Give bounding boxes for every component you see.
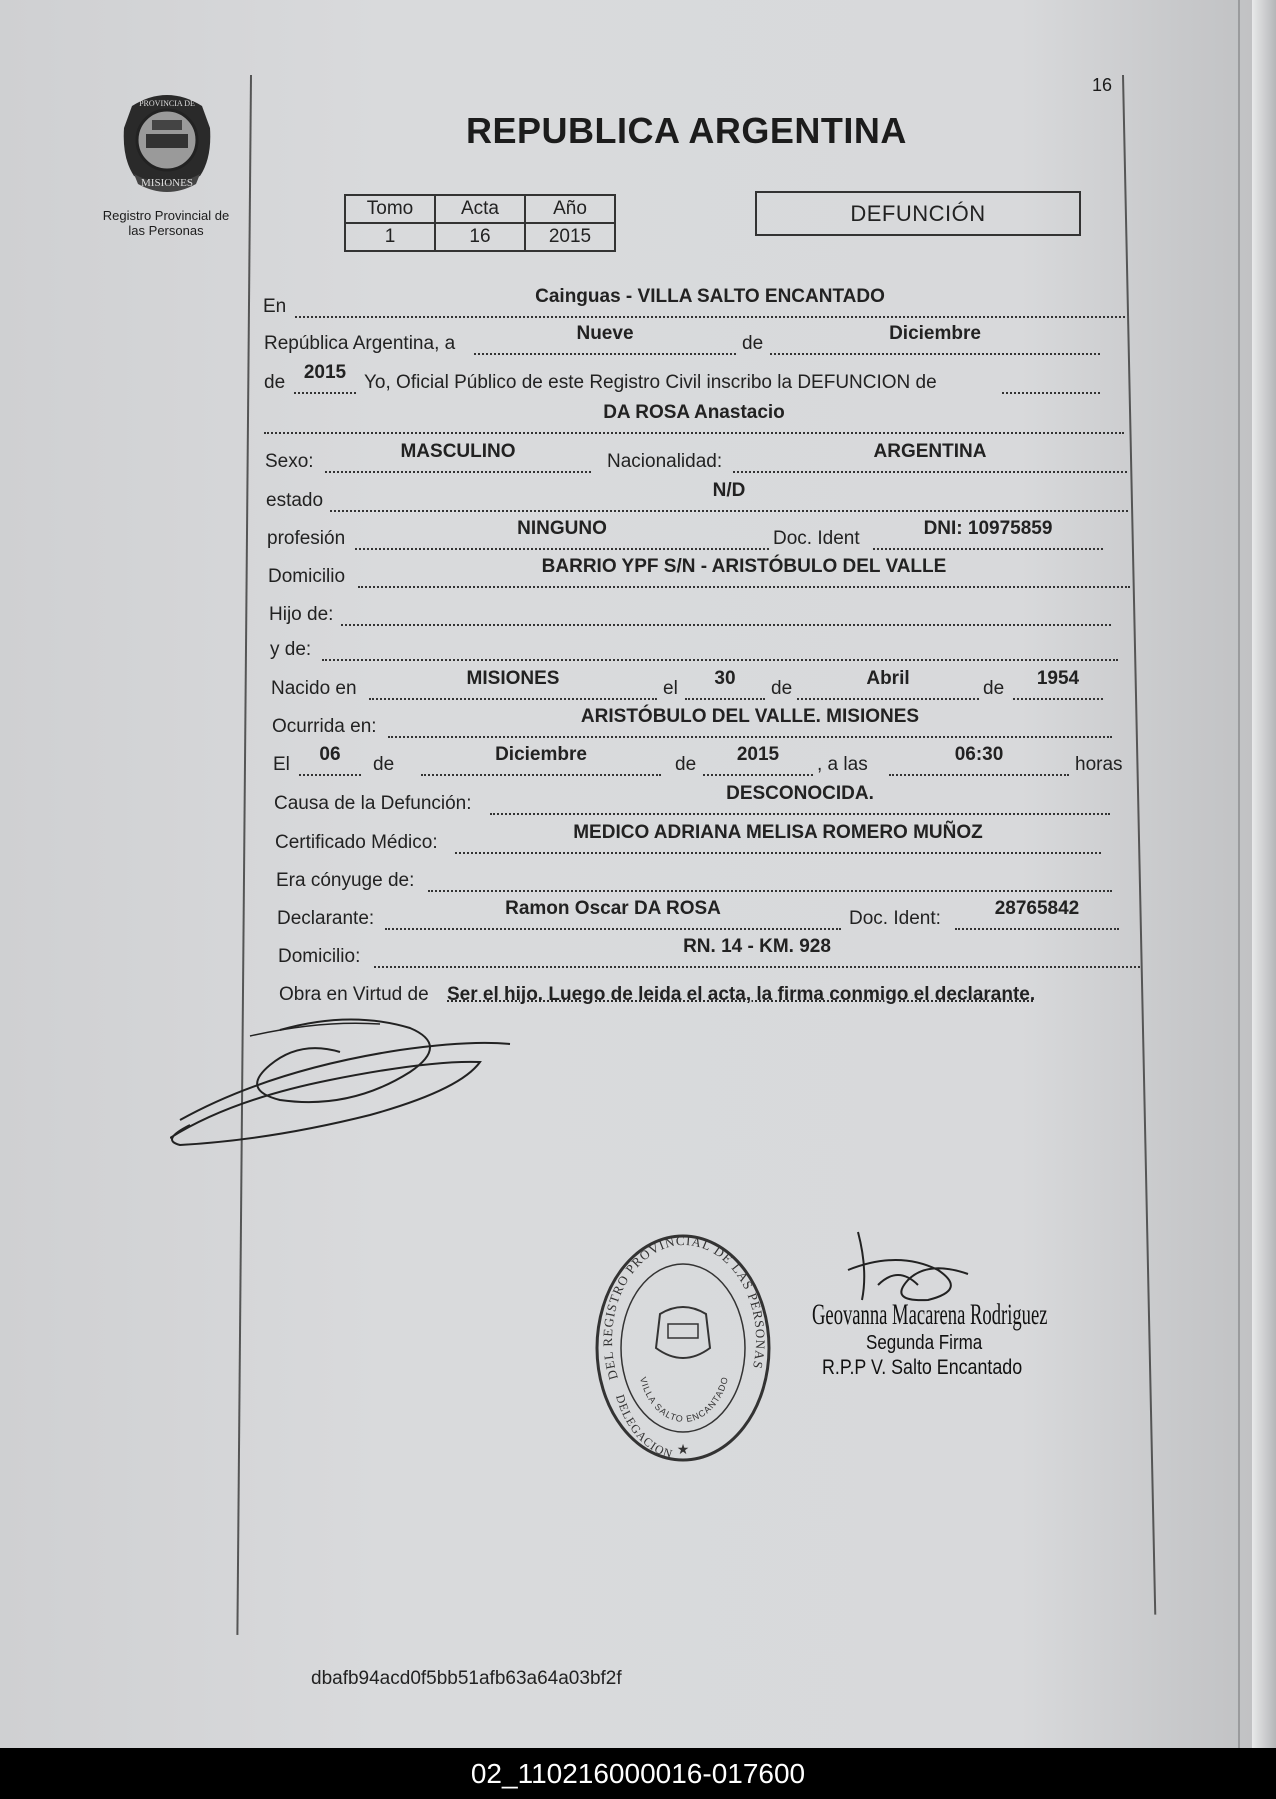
row-domicilio: Domicilio BARRIO YPF S/N - ARISTÓBULO DEL VALLE — [268, 560, 1130, 590]
left-margin-line — [236, 75, 252, 1635]
row-y-de: y de: — [270, 633, 1118, 663]
firma-nombre: Geovanna Macarena Rodriguez — [812, 1298, 1048, 1331]
nacionalidad-field: ARGENTINA — [733, 447, 1127, 473]
declarante-domicilio-field: RN. 14 - KM. 928 — [374, 942, 1140, 968]
page-edge-shadow — [1252, 0, 1276, 1748]
svg-text:DEL REGISTRO PROVINCIAL DE LAS: DEL REGISTRO PROVINCIAL DE LAS PERSONAS — [599, 1232, 769, 1382]
nac-dia-field: 30 — [685, 674, 765, 700]
row-causa: Causa de la Defunción: DESCONOCIDA. — [274, 787, 1110, 817]
registro-label: Registro Provincial de las Personas — [102, 208, 230, 238]
acta-header: Acta — [435, 195, 525, 223]
document-title: REPUBLICA ARGENTINA — [466, 110, 907, 151]
row-sexo: Sexo: MASCULINO Nacionalidad: ARGENTINA — [265, 445, 1127, 475]
anio-value: 2015 — [525, 223, 615, 251]
dia-field: Nueve — [474, 329, 736, 355]
ocurrida-field: ARISTÓBULO DEL VALLE. MISIONES — [388, 712, 1112, 738]
nac-mes-field: Abril — [797, 674, 979, 700]
row-conyuge: Era cónyuge de: — [276, 864, 1112, 894]
row-lugar: En Cainguas - VILLA SALTO ENCANTADO — [263, 290, 1125, 320]
tomo-acta-anio-table — [344, 194, 616, 252]
acta-value: 16 — [435, 223, 525, 251]
domicilio-field: BARRIO YPF S/N - ARISTÓBULO DEL VALLE — [358, 562, 1130, 588]
row-fecha-inscripcion: República Argentina, a Nueve de Diciembre — [264, 327, 1100, 357]
causa-field: DESCONOCIDA. — [490, 789, 1110, 815]
row-profesion: profesión NINGUNO Doc. Ident DNI: 10975859 — [267, 522, 1103, 552]
tomo-value: 1 — [345, 223, 435, 251]
nacido-lugar-field: MISIONES — [369, 674, 657, 700]
nombre-field: DA ROSA Anastacio — [264, 408, 1124, 434]
page-edge — [1238, 0, 1240, 1748]
estado-field: N/D — [330, 486, 1128, 512]
tomo-header: Tomo — [345, 195, 435, 223]
declarante-signature-icon — [170, 1010, 520, 1170]
yo-continuation — [1002, 368, 1100, 394]
def-dia-field: 06 — [299, 750, 361, 776]
firma-oficina: R.P.P V. Salto Encantado — [822, 1356, 1023, 1379]
row-estado: estado N/D — [266, 484, 1128, 514]
row-hijo-de: Hijo de: — [269, 598, 1111, 628]
document-hash: dbafb94acd0f5bb51afb63a64a03bf2f — [311, 1668, 622, 1689]
doc-field: DNI: 10975859 — [873, 524, 1103, 550]
obra-field: Ser el hijo. Luego de leida el acta, la firma conmigo el declarante. — [447, 984, 1036, 1005]
y-de-field — [322, 635, 1118, 661]
firma-cargo: Segunda Firma — [866, 1332, 983, 1354]
hijo-field — [341, 600, 1111, 626]
row-fecha-defuncion: El 06 de Diciembre de 2015 , a las 06:30 horas — [273, 744, 1123, 775]
right-margin-line — [1122, 75, 1156, 1615]
scan-id-footer: 02_110216000016-017600 — [0, 1748, 1276, 1799]
def-mes-field: Diciembre — [421, 750, 661, 776]
row-declarante-domicilio: Domicilio: RN. 14 - KM. 928 — [278, 940, 1140, 970]
official-stamp-icon — [588, 1228, 778, 1468]
row-anio-inscripcion: de 2015 Yo, Oficial Público de este Registro Civil inscribo la DEFUNCION de — [264, 366, 1100, 396]
def-anio-field: 2015 — [703, 750, 813, 776]
page-number: 16 — [1092, 75, 1113, 95]
conyuge-field — [428, 866, 1112, 892]
hora-field: 06:30 — [889, 750, 1069, 776]
svg-text:MISIONES: MISIONES — [141, 177, 193, 189]
row-nacimiento: Nacido en MISIONES el 30 de Abril de 1954 — [271, 672, 1103, 702]
svg-text:DELEGACION: DELEGACION — [613, 1392, 675, 1462]
row-nombre — [264, 402, 1124, 436]
svg-text:VILLA SALTO ENCANTADO: VILLA SALTO ENCANTADO — [637, 1375, 731, 1425]
declarante-field: Ramon Oscar DA ROSA — [385, 904, 841, 930]
declarante-doc-field: 28765842 — [955, 904, 1119, 930]
nac-anio-field: 1954 — [1013, 674, 1103, 700]
anio-field: 2015 — [294, 368, 356, 394]
profesion-field: NINGUNO — [355, 524, 769, 550]
sexo-field: MASCULINO — [325, 447, 591, 473]
svg-text:★: ★ — [676, 1441, 690, 1457]
row-obra-en-virtud: Obra en Virtud de Ser el hijo. Luego de leida el acta, la firma conmigo el declarante. — [279, 984, 1036, 1005]
row-declarante: Declarante: Ramon Oscar DA ROSA Doc. Ident: 28765842 — [277, 902, 1119, 932]
lugar-field: Cainguas - VILLA SALTO ENCANTADO — [295, 292, 1125, 318]
svg-text:PROVINCIA DE: PROVINCIA DE — [139, 99, 195, 108]
row-ocurrida: Ocurrida en: ARISTÓBULO DEL VALLE. MISIONES — [272, 710, 1112, 740]
certificado-field: MEDICO ADRIANA MELISA ROMERO MUÑOZ — [455, 828, 1101, 854]
anio-header: Año — [525, 195, 615, 223]
mes-field: Diciembre — [770, 329, 1100, 355]
row-certificado: Certificado Médico: MEDICO ADRIANA MELISA ROMERO MUÑOZ — [275, 826, 1101, 856]
tipo-acta-box: DEFUNCIÓN — [755, 191, 1081, 236]
provincia-emblem-icon — [112, 88, 222, 198]
